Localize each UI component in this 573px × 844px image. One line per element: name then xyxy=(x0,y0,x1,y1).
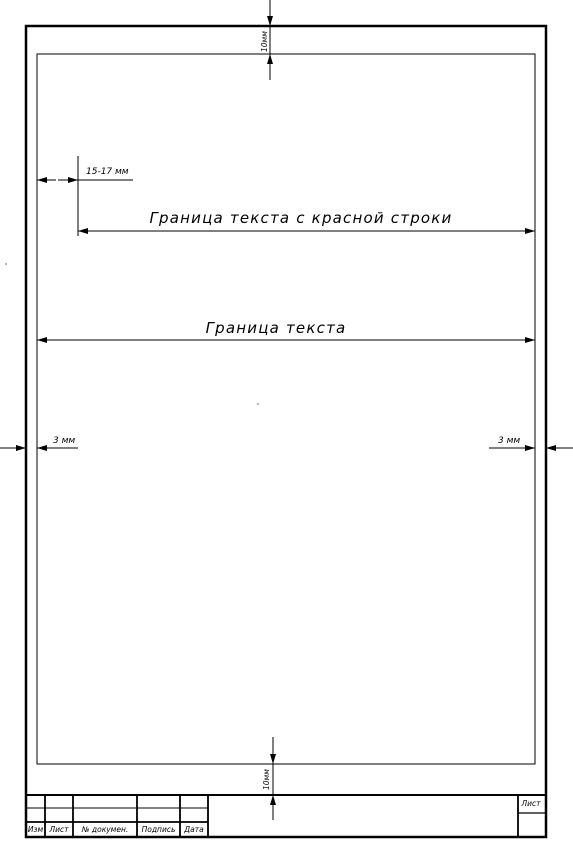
stray-dot xyxy=(5,263,6,264)
title-block xyxy=(26,795,546,837)
right-gap-dimension xyxy=(489,436,573,448)
doc-no-label: № докумен. xyxy=(81,825,129,834)
bottom-margin-label: 10мм xyxy=(262,769,271,790)
left-gap-label: 3 мм xyxy=(53,436,76,446)
indent-label: 15-17 мм xyxy=(86,167,129,177)
right-gap-label: 3 мм xyxy=(498,436,521,446)
text-boundary xyxy=(37,319,535,340)
indent-dimension xyxy=(37,156,133,236)
left-gap-dimension xyxy=(0,436,78,448)
top-margin-dimension xyxy=(260,0,270,80)
outer-frame xyxy=(26,26,546,837)
text-area-frame xyxy=(37,54,535,764)
signature-label: Подпись xyxy=(141,825,176,834)
stray-dot xyxy=(257,403,258,404)
date-label: Дата xyxy=(184,825,204,834)
izm-label: Изм xyxy=(27,825,44,834)
indent-boundary-label: Граница текста с красной строки xyxy=(149,209,453,227)
top-margin-label: 10мм xyxy=(260,31,269,52)
sheet-label: Лист xyxy=(521,799,541,808)
indent-boundary xyxy=(78,209,535,231)
text-boundary-label: Граница текста xyxy=(205,319,347,337)
bottom-margin-dimension xyxy=(262,737,273,820)
list-label: Лист xyxy=(49,825,69,834)
